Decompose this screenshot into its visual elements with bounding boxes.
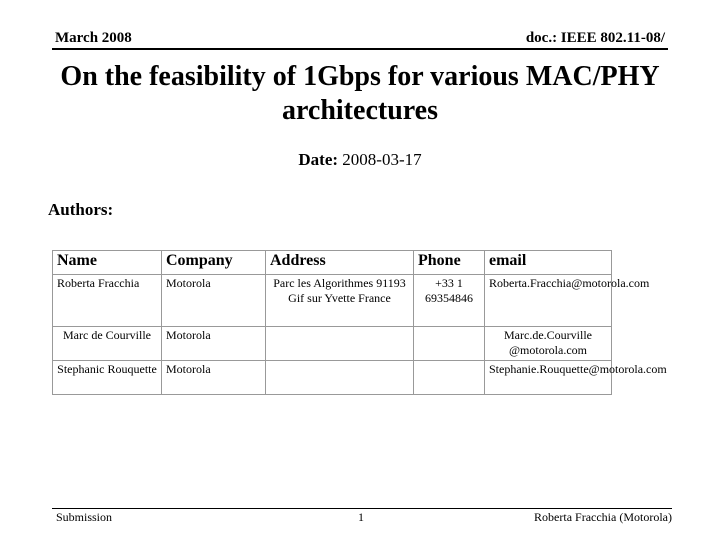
table-row xyxy=(53,361,612,395)
column-header-email: email xyxy=(485,251,612,275)
table-header-row xyxy=(53,251,612,275)
authors-table xyxy=(52,250,667,395)
author-name: Roberta Fracchia xyxy=(53,275,162,327)
footer-page-number: 1 xyxy=(358,510,364,524)
author-company: Motorola xyxy=(162,361,266,395)
authors-label: Authors: xyxy=(48,200,114,219)
date-line xyxy=(0,150,720,170)
footer-author: Roberta Fracchia (Motorola) xyxy=(534,510,672,524)
author-email: Roberta.Fracchia@motorola.com xyxy=(485,275,612,327)
footer-submission: Submission xyxy=(56,510,113,524)
author-email: Stephanie.Rouquette@motorola.com xyxy=(485,361,612,395)
header-doc-number: doc.: IEEE 802.11-08/ xyxy=(525,30,665,46)
author-name: Stephanic Rouquette xyxy=(53,361,162,395)
slide-title: On the feasibility of 1Gbps for various MAC/PHY architectures xyxy=(60,61,660,126)
author-email: Marc.de.Courville @motorola.com xyxy=(485,327,612,361)
author-name: Marc de Courville xyxy=(53,327,162,361)
author-phone xyxy=(414,327,485,361)
author-phone: +33 1 69354846 xyxy=(414,275,485,327)
author-address xyxy=(266,327,414,361)
author-company: Motorola xyxy=(162,275,266,327)
date-label: Date: xyxy=(298,150,339,169)
header-date: March 2008 xyxy=(55,30,132,46)
author-phone xyxy=(414,361,485,395)
column-header-company: Company xyxy=(162,251,266,275)
author-company: Motorola xyxy=(162,327,266,361)
column-header-phone: Phone xyxy=(414,251,485,275)
table-row xyxy=(53,327,612,361)
table-row xyxy=(53,275,612,327)
column-header-name: Name xyxy=(53,251,162,275)
footer-rule xyxy=(52,508,672,509)
column-header-address: Address xyxy=(266,251,414,275)
header-rule xyxy=(52,48,668,50)
author-address xyxy=(266,361,414,395)
author-address: Parc les Algorithmes 91193 Gif sur Yvette France xyxy=(266,275,414,327)
date-value: 2008-03-17 xyxy=(342,150,422,169)
